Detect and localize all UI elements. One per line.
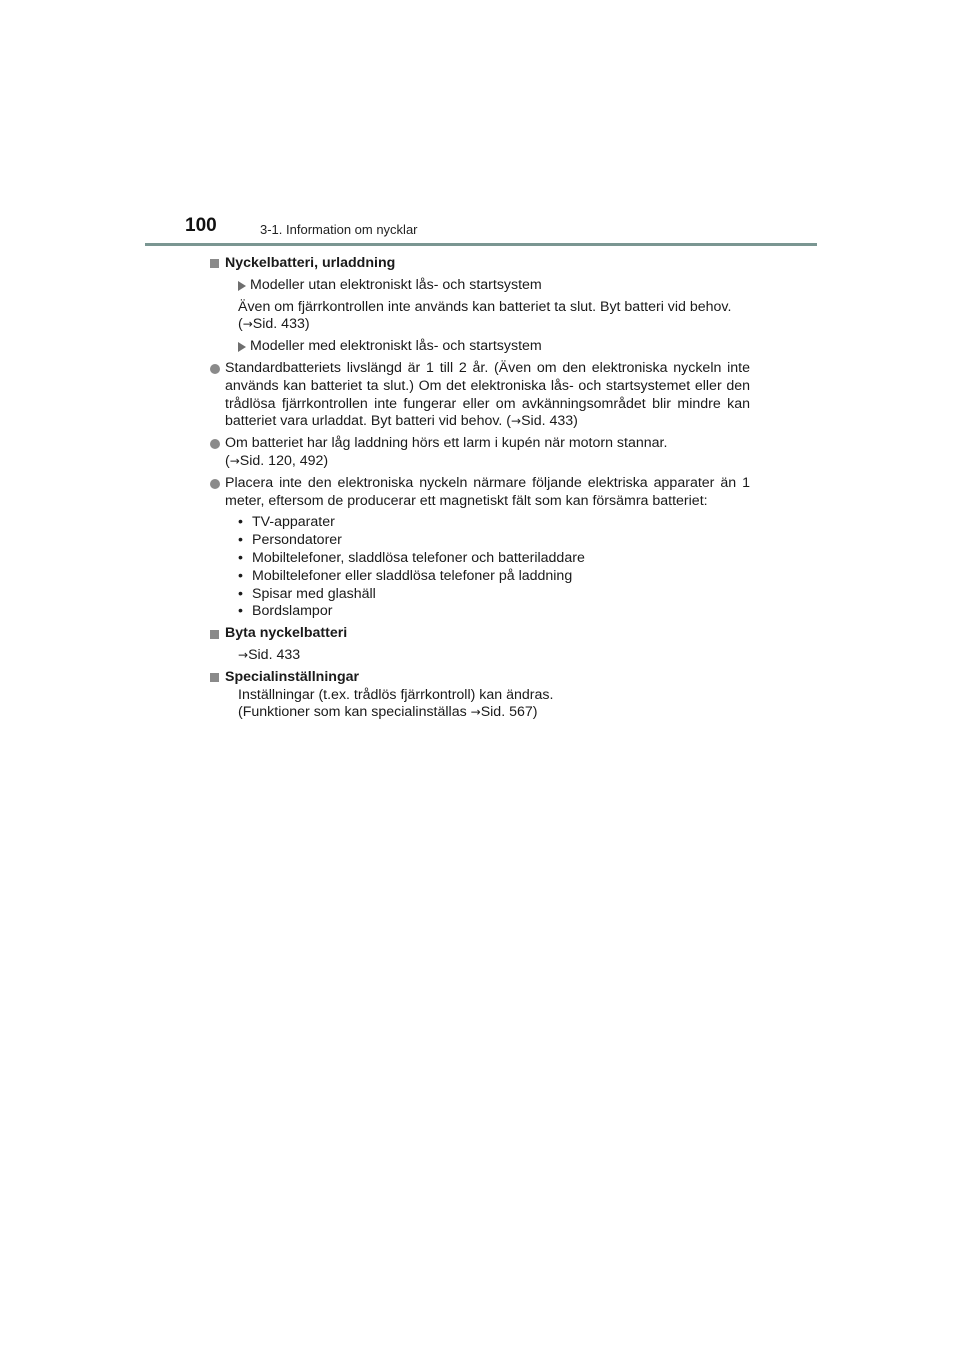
- arrow-right-icon: →: [229, 453, 240, 468]
- square-bullet-icon: [210, 673, 219, 682]
- heading-replace: [210, 625, 750, 643]
- replace-ref-text: Sid. 433: [248, 646, 301, 663]
- model-with-text: Modeller med elektroniskt lås- och startsystem: [250, 338, 542, 355]
- circle-bullet-icon: [210, 439, 220, 449]
- device-item: Mobiltelefoner, sladdlösa telefoner och batteriladdare: [252, 549, 585, 566]
- square-bullet-icon: [210, 259, 219, 268]
- custom-paragraph: [210, 687, 750, 723]
- without-text: Även om fjärrkontrollen inte används kan batteriet ta slut. Byt batteri vid behov.: [238, 298, 732, 315]
- list-item: [238, 532, 750, 550]
- header-rule: [145, 243, 817, 246]
- without-ref-text: Sid. 433): [252, 316, 310, 333]
- arrow-right-icon: →: [511, 414, 522, 429]
- custom-text: Inställningar (t.ex. trådlös fjärrkontroll) kan ändras.: [238, 686, 554, 703]
- custom-ref-text: (Funktioner som kan specialinställas: [238, 704, 471, 721]
- dot-icon: •: [238, 585, 243, 602]
- section-title: 3-1. Information om nycklar: [260, 222, 418, 237]
- device-item: Spisar med glashäll: [252, 585, 376, 602]
- device-item: TV-apparater: [252, 514, 335, 531]
- heading-custom: [210, 669, 750, 687]
- bullet-item: [210, 360, 750, 431]
- dot-icon: •: [238, 532, 243, 549]
- model-without-label: [238, 277, 750, 295]
- triangle-right-icon: [238, 342, 246, 352]
- replace-reference: [210, 647, 750, 665]
- without-reference: [238, 316, 750, 334]
- list-item: [238, 586, 750, 604]
- list-item: [238, 568, 750, 586]
- square-bullet-icon: [210, 630, 219, 639]
- bullet-text: [225, 435, 750, 471]
- arrow-right-icon: →: [238, 647, 249, 662]
- list-item: [238, 514, 750, 532]
- bullet-item: [210, 435, 750, 471]
- arrow-right-icon: →: [470, 705, 481, 720]
- model-without-text: Modeller utan elektroniskt lås- och startsystem: [250, 276, 542, 293]
- device-list: [210, 514, 750, 621]
- heading-battery-text: Nyckelbatteri, urladdning: [225, 255, 396, 271]
- bullet-item: [210, 475, 750, 511]
- without-paragraph: [238, 299, 750, 335]
- bullet-1-ref: Sid. 433): [521, 413, 578, 430]
- bullet-2-reference: [225, 453, 750, 471]
- bullet-2-ref: Sid. 120, 492): [239, 452, 329, 469]
- circle-bullet-icon: [210, 479, 220, 489]
- dot-icon: •: [238, 603, 243, 620]
- model-with-label: [238, 338, 750, 356]
- heading-battery: [210, 255, 750, 273]
- bullet-3-text: Placera inte den elektroniska nyckeln närmare följande elektriska apparater än 1 meter, eftersom de producerar ett magnetiskt fält som kan försämra batteriet:: [225, 474, 750, 509]
- circle-bullet-icon: [210, 364, 220, 374]
- page-content: [210, 255, 750, 722]
- device-item: Mobiltelefoner eller sladdlösa telefoner på laddning: [252, 567, 573, 584]
- bullet-1-text: Standardbatteriets livslängd är 1 till 2 år. (Även om den elektroniska nyckeln inte används kan batteriet ta slut.) Om det elektroniska lås- och startsystemet eller den trådlösa fjärrkontrollen inte fungerar eller om avkänningsområdet blir mindre kan batteriet vara urladdat. Byt batteri vid behov. (: [225, 359, 750, 430]
- page-number: 100: [185, 215, 217, 236]
- bullet-2-text: Om batteriet har låg laddning hörs ett larm i kupén när motorn stannar.: [225, 435, 668, 452]
- bullet-2-ref-open: (: [225, 452, 230, 469]
- heading-replace-text: Byta nyckelbatteri: [225, 625, 348, 642]
- without-ref-open: (: [238, 316, 243, 333]
- dot-icon: •: [238, 514, 243, 531]
- dot-icon: •: [238, 549, 243, 566]
- device-item: Bordslampor: [252, 603, 333, 620]
- bullet-text: [225, 360, 750, 431]
- list-item: [238, 603, 750, 621]
- triangle-right-icon: [238, 281, 246, 291]
- device-item: Persondatorer: [252, 532, 342, 549]
- custom-ref: Sid. 567): [480, 704, 538, 721]
- custom-reference: [238, 704, 750, 722]
- dot-icon: •: [238, 567, 243, 584]
- heading-custom-text: Specialinställningar: [225, 668, 360, 685]
- arrow-right-icon: →: [242, 317, 253, 332]
- list-item: [238, 550, 750, 568]
